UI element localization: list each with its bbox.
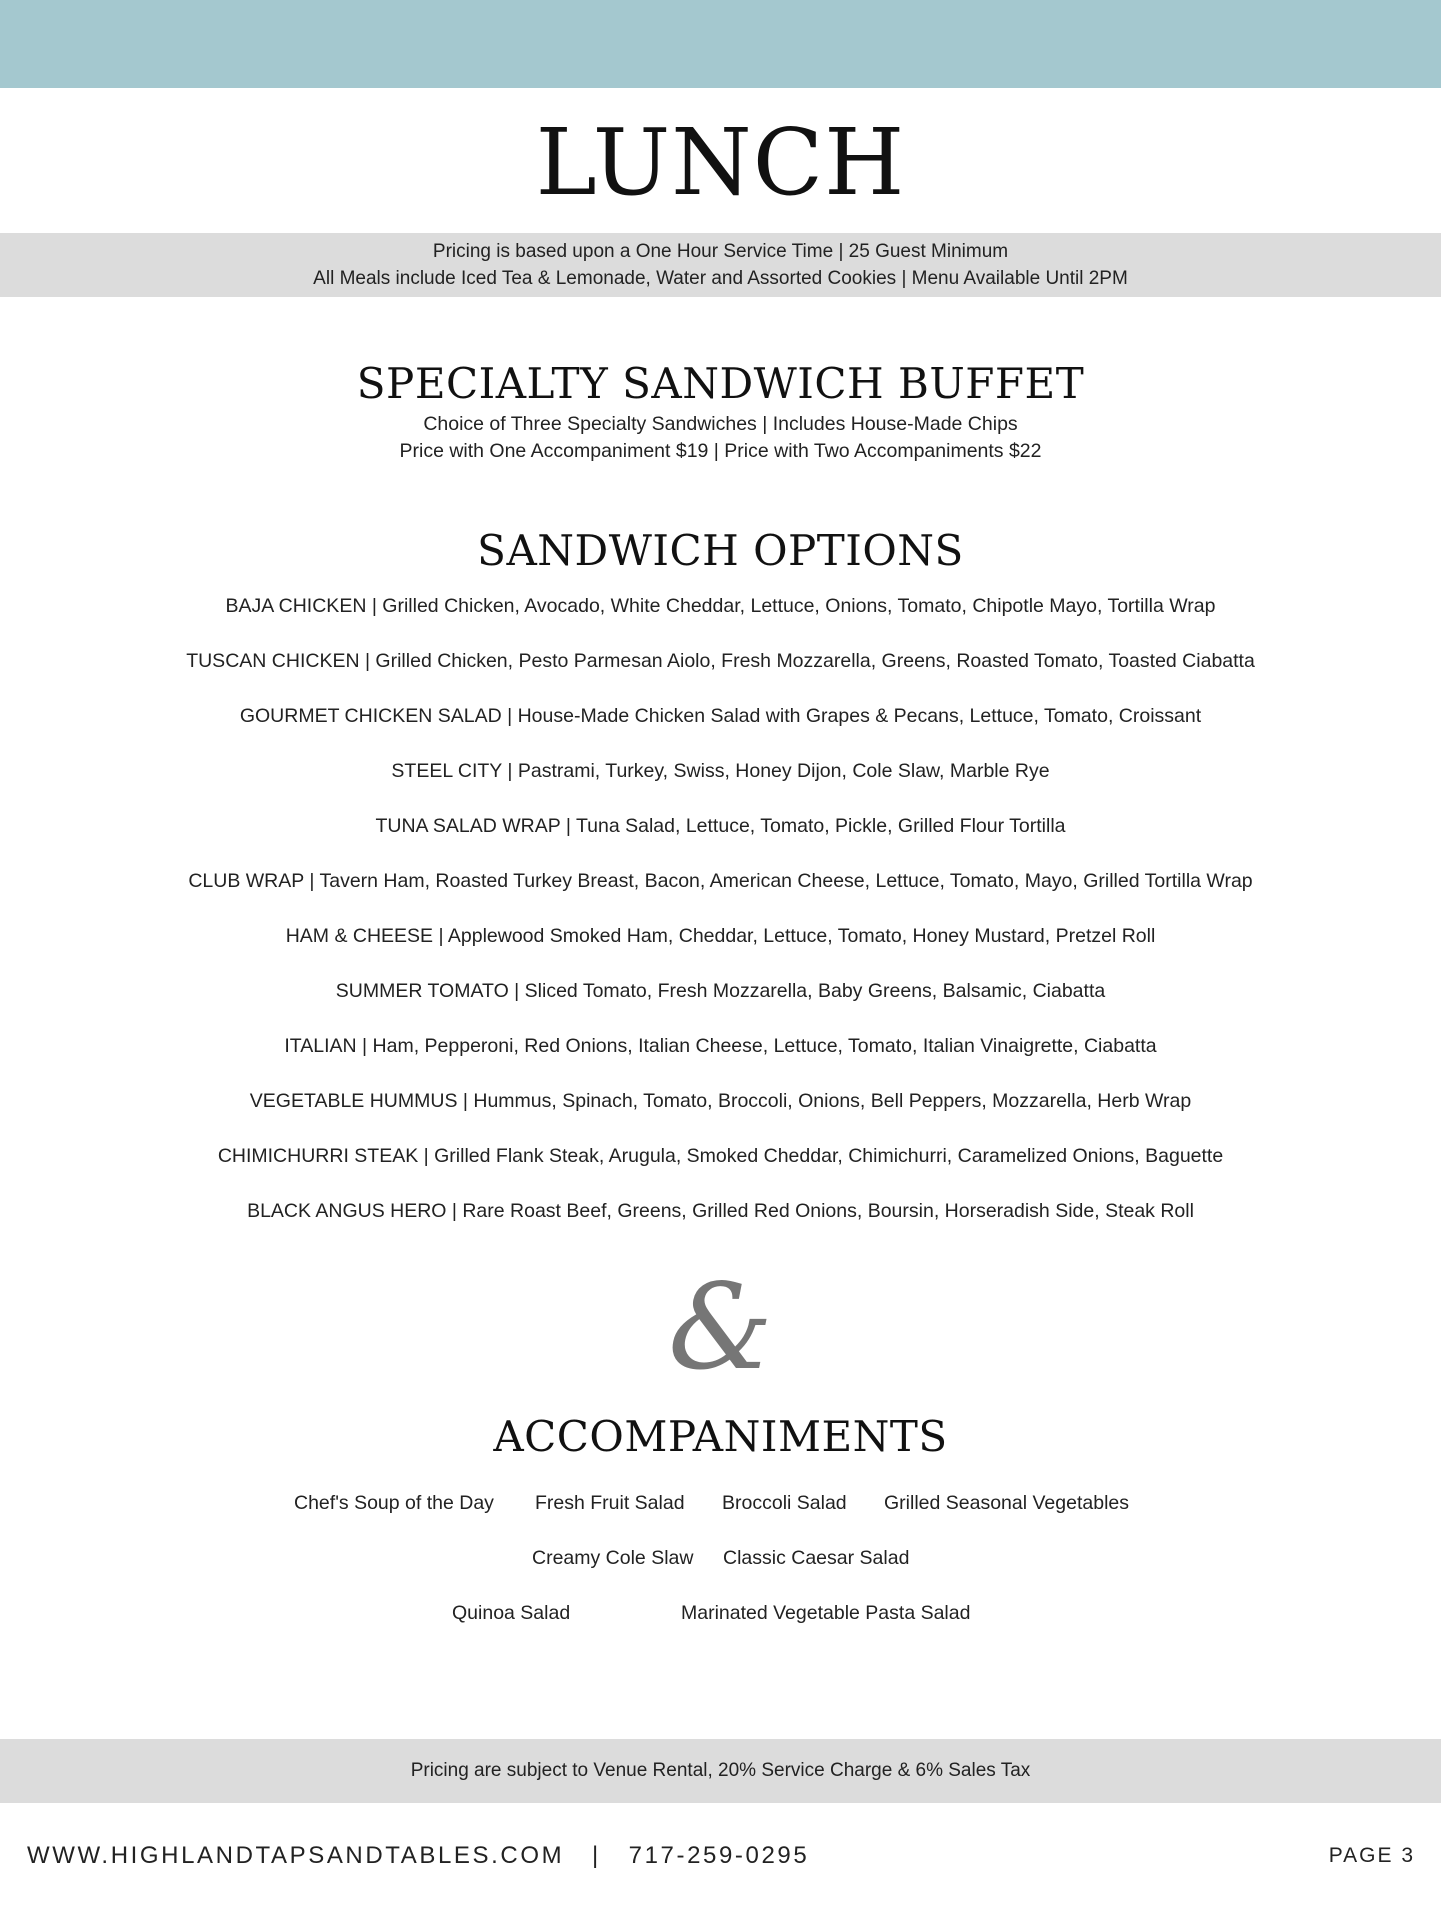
sandwich-item: STEEL CITY | Pastrami, Turkey, Swiss, Honey Dijon, Cole Slaw, Marble Rye xyxy=(391,760,1050,782)
footer-contact-text: WWW.HIGHLANDTAPSANDTABLES.COM | 717-259-0295 xyxy=(27,1842,810,1869)
accompaniment-item: Chef's Soup of the Day xyxy=(294,1492,494,1514)
sandwich-options-heading: SANDWICH OPTIONS xyxy=(477,526,964,575)
accompaniments-heading: ACCOMPANIMENTS xyxy=(493,1412,948,1461)
footer-note-band xyxy=(0,1739,1441,1803)
page-title: LUNCH xyxy=(535,109,906,216)
accompaniment-item: Grilled Seasonal Vegetables xyxy=(884,1492,1129,1514)
page-number: PAGE 3 xyxy=(1328,1844,1415,1867)
accompaniment-item: Quinoa Salad xyxy=(452,1602,571,1624)
buffet-detail-line-1: Choice of Three Specialty Sandwiches | Includes House-Made Chips xyxy=(423,413,1018,435)
footer-note: Pricing are subject to Venue Rental, 20% Service Charge & 6% Sales Tax xyxy=(410,1760,1031,1781)
accompaniment-item: Broccoli Salad xyxy=(722,1492,847,1514)
pricing-info-band xyxy=(0,233,1441,297)
accompaniment-item: Marinated Vegetable Pasta Salad xyxy=(681,1602,971,1624)
sandwich-options-list xyxy=(0,591,1441,1251)
pricing-info-line-1: Pricing is based upon a One Hour Service Time | 25 Guest Minimum xyxy=(432,241,1009,262)
sandwich-item: TUSCAN CHICKEN | Grilled Chicken, Pesto Parmesan Aiolo, Fresh Mozzarella, Greens, Roasted Tomato, Toasted Ciabatta xyxy=(186,650,1255,672)
sandwich-item: SUMMER TOMATO | Sliced Tomato, Fresh Mozzarella, Baby Greens, Balsamic, Ciabatta xyxy=(335,980,1106,1002)
buffet-details xyxy=(0,411,1441,465)
sandwich-item: GOURMET CHICKEN SALAD | House-Made Chicken Salad with Grapes & Pecans, Lettuce, Tomato, Croissant xyxy=(239,705,1202,727)
buffet-heading: SPECIALTY SANDWICH BUFFET xyxy=(356,359,1085,408)
sandwich-item: CHIMICHURRI STEAK | Grilled Flank Steak, Arugula, Smoked Cheddar, Chimichurri, Caramelized Onions, Baguette xyxy=(217,1145,1224,1167)
pricing-info-line-2: All Meals include Iced Tea & Lemonade, Water and Assorted Cookies | Menu Available Until 2PM xyxy=(313,268,1128,289)
sandwich-item: CLUB WRAP | Tavern Ham, Roasted Turkey Breast, Bacon, American Cheese, Lettuce, Tomato, Mayo, Grilled Tortilla Wrap xyxy=(188,870,1253,892)
ampersand-divider: & xyxy=(667,1258,774,1396)
accompaniment-item: Classic Caesar Salad xyxy=(723,1547,910,1569)
footer-contact xyxy=(27,1842,809,1870)
buffet-detail-line-2: Price with One Accompaniment $19 | Price with Two Accompaniments $22 xyxy=(399,440,1042,462)
sandwich-item: BAJA CHICKEN | Grilled Chicken, Avocado, White Cheddar, Lettuce, Onions, Tomato, Chipotle Mayo, Tortilla Wrap xyxy=(225,595,1216,617)
sandwich-item: BLACK ANGUS HERO | Rare Roast Beef, Greens, Grilled Red Onions, Boursin, Horseradish Side, Steak Roll xyxy=(247,1200,1194,1222)
accompaniment-item: Creamy Cole Slaw xyxy=(532,1547,694,1569)
sandwich-item: ITALIAN | Ham, Pepperoni, Red Onions, Italian Cheese, Lettuce, Tomato, Italian Vinaigrette, Ciabatta xyxy=(284,1035,1157,1057)
accompaniment-item: Fresh Fruit Salad xyxy=(535,1492,685,1514)
sandwich-item: VEGETABLE HUMMUS | Hummus, Spinach, Tomato, Broccoli, Onions, Bell Peppers, Mozzarella, Herb Wrap xyxy=(249,1090,1192,1112)
sandwich-item: HAM & CHEESE | Applewood Smoked Ham, Cheddar, Lettuce, Tomato, Honey Mustard, Pretzel Roll xyxy=(285,925,1156,947)
sandwich-item: TUNA SALAD WRAP | Tuna Salad, Lettuce, Tomato, Pickle, Grilled Flour Tortilla xyxy=(375,815,1066,837)
top-accent-bar xyxy=(0,0,1441,88)
